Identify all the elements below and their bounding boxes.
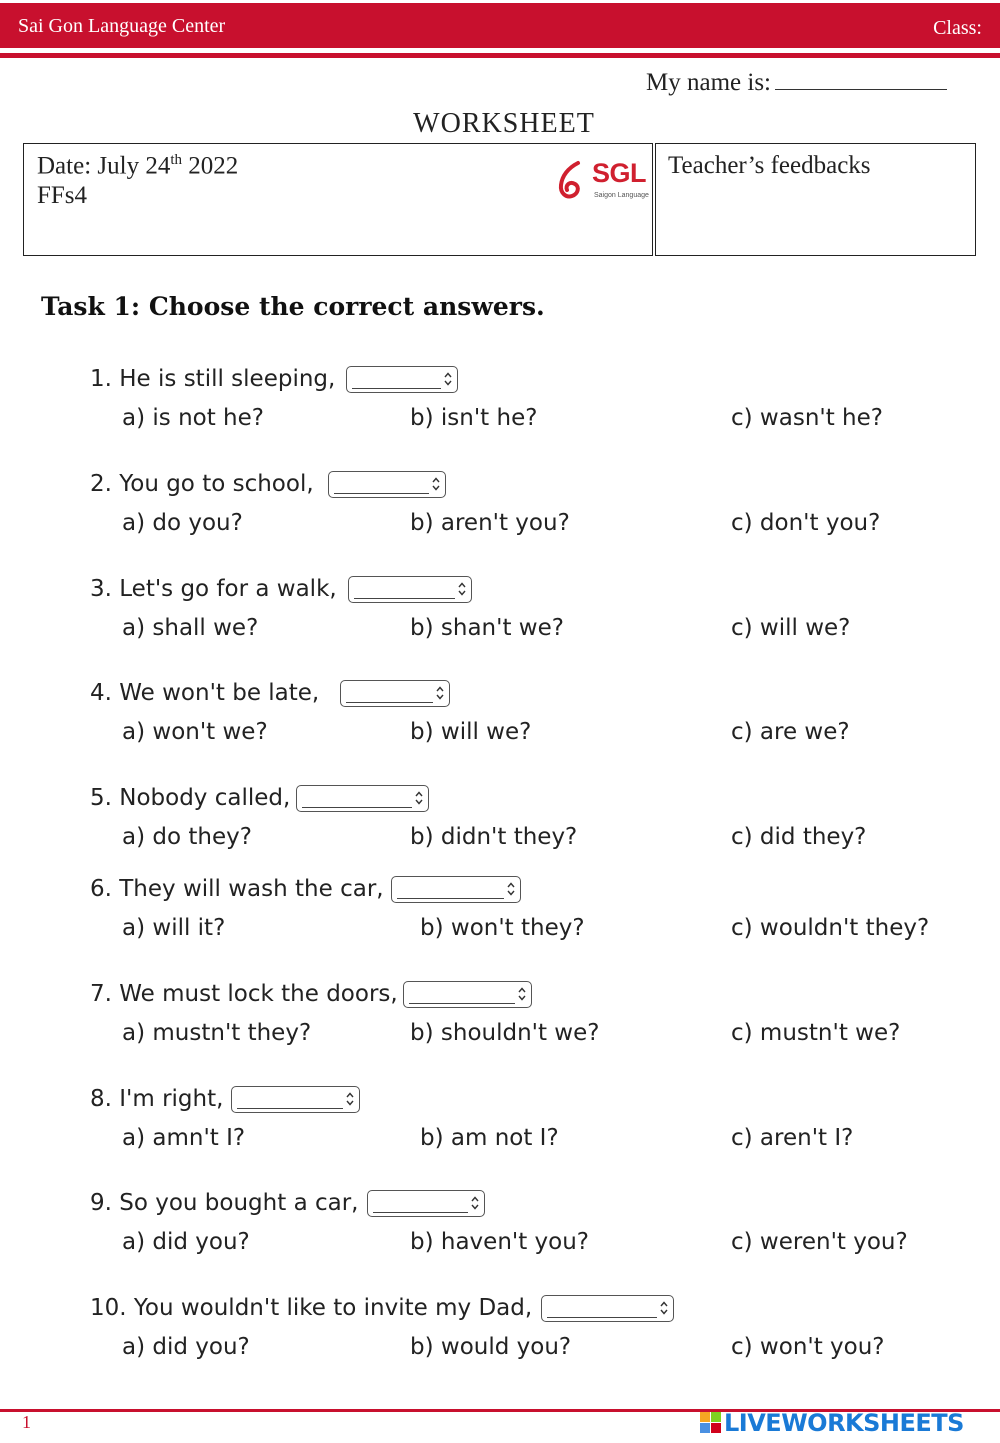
option-c: c) wasn't he? — [731, 405, 883, 431]
option-b: b) haven't you? — [410, 1229, 590, 1255]
question-stem: 7. We must lock the doors, — [90, 981, 398, 1007]
option-b: b) won't they? — [420, 915, 585, 941]
center-name: Sai Gon Language Center — [18, 15, 226, 37]
chevron-updown-icon — [415, 790, 423, 806]
option-b: b) shouldn't we? — [410, 1020, 600, 1046]
question-stem: 5. Nobody called, — [90, 785, 291, 811]
chevron-updown-icon — [518, 986, 526, 1002]
answer-dropdown[interactable] — [403, 981, 532, 1008]
option-c: c) aren't I? — [731, 1125, 854, 1151]
date-prefix: Date: July 24 — [37, 152, 171, 180]
date-sup: th — [170, 152, 182, 168]
chevron-updown-icon — [471, 1195, 479, 1211]
answer-dropdown[interactable] — [348, 576, 472, 603]
question-stem: 10. You wouldn't like to invite my Dad, — [90, 1295, 533, 1321]
answer-dropdown[interactable] — [391, 876, 521, 903]
option-a: a) did you? — [122, 1229, 250, 1255]
option-c: c) are we? — [731, 719, 850, 745]
question-stem: 1. He is still sleeping, — [90, 366, 336, 392]
option-c: c) will we? — [731, 615, 851, 641]
question-stem: 4. We won't be late, — [90, 680, 320, 706]
option-c: c) did they? — [731, 824, 867, 850]
chevron-updown-icon — [436, 685, 444, 701]
chevron-updown-icon — [660, 1300, 668, 1316]
option-a: a) do they? — [122, 824, 252, 850]
feedback-label: Teacher’s feedbacks — [668, 152, 871, 179]
chevron-updown-icon — [432, 476, 440, 492]
answer-dropdown[interactable] — [541, 1295, 674, 1322]
logo-tagline: Saigon Language — [594, 192, 649, 199]
option-a: a) mustn't they? — [122, 1020, 312, 1046]
option-b: b) isn't he? — [410, 405, 538, 431]
option-a: a) do you? — [122, 510, 243, 536]
header-divider — [0, 53, 1000, 58]
liveworksheets-logo — [700, 1410, 996, 1438]
option-a: a) amn't I? — [122, 1125, 246, 1151]
worksheet-title: WORKSHEET — [413, 108, 595, 139]
option-a: a) is not he? — [122, 405, 264, 431]
sgl-swirl-icon — [556, 160, 590, 202]
option-a: a) did you? — [122, 1334, 250, 1360]
task-title: Task 1: Choose the correct answers. — [41, 292, 545, 321]
page-number: 1 — [22, 1412, 31, 1432]
option-b: b) shan't we? — [410, 615, 564, 641]
option-c: c) won't you? — [731, 1334, 885, 1360]
answer-dropdown[interactable] — [340, 680, 450, 707]
option-a: a) shall we? — [122, 615, 259, 641]
option-c: c) wouldn't they? — [731, 915, 930, 941]
option-b: b) am not I? — [420, 1125, 559, 1151]
name-label: My name is: — [646, 69, 771, 96]
option-b: b) would you? — [410, 1334, 572, 1360]
option-b: b) didn't they? — [410, 824, 578, 850]
option-c: c) don't you? — [731, 510, 881, 536]
class-code: FFs4 — [37, 182, 88, 209]
header-band — [0, 3, 1000, 48]
class-label: Class: — [933, 17, 982, 39]
chevron-updown-icon — [346, 1091, 354, 1107]
answer-dropdown[interactable] — [328, 471, 446, 498]
option-a: a) will it? — [122, 915, 226, 941]
answer-dropdown[interactable] — [231, 1086, 360, 1113]
question-stem: 6. They will wash the car, — [90, 876, 384, 902]
student-name-line — [646, 68, 947, 97]
date-year: 2022 — [182, 152, 239, 180]
option-c: c) mustn't we? — [731, 1020, 901, 1046]
chevron-updown-icon — [458, 581, 466, 597]
option-a: a) won't we? — [122, 719, 268, 745]
feedback-box — [655, 143, 976, 256]
liveworksheets-brand: LIVEWORKSHEETS — [724, 1409, 964, 1437]
answer-dropdown[interactable] — [346, 366, 458, 393]
logo-text: SGL — [592, 158, 647, 188]
question-stem: 8. I'm right, — [90, 1086, 224, 1112]
question-stem: 9. So you bought a car, — [90, 1190, 359, 1216]
chevron-updown-icon — [507, 881, 515, 897]
date-line — [37, 152, 238, 180]
option-b: b) aren't you? — [410, 510, 570, 536]
question-stem: 3. Let's go for a walk, — [90, 576, 337, 602]
sgl-logo — [556, 158, 652, 204]
option-c: c) weren't you? — [731, 1229, 908, 1255]
liveworksheets-blocks-icon — [700, 1412, 722, 1434]
info-box — [23, 143, 653, 256]
name-blank — [775, 68, 947, 90]
question-stem: 2. You go to school, — [90, 471, 314, 497]
answer-dropdown[interactable] — [296, 785, 429, 812]
answer-dropdown[interactable] — [367, 1190, 485, 1217]
option-b: b) will we? — [410, 719, 532, 745]
chevron-updown-icon — [444, 371, 452, 387]
